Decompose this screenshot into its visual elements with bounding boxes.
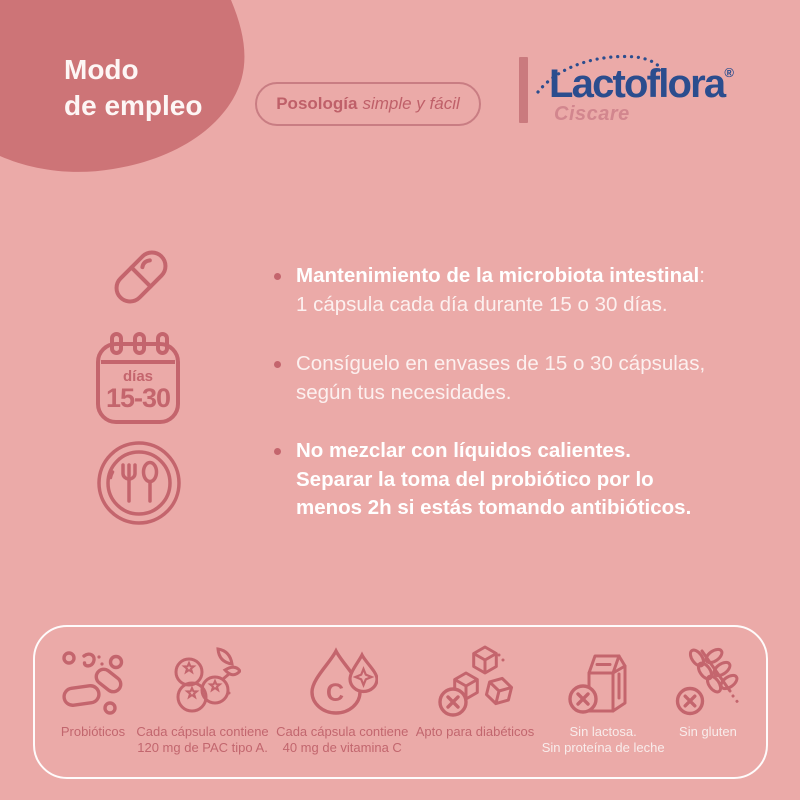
brand-name-text: Lactoflora — [549, 62, 725, 106]
bullet1-line2: 1 cápsula cada día durante 15 o 30 días. — [296, 292, 668, 316]
feature-gluten-free — [672, 643, 744, 740]
calendar-icon — [96, 331, 180, 425]
capsule-icon — [104, 240, 178, 314]
feature-pac — [136, 643, 268, 756]
badge-italic-text: simple y fácil — [362, 94, 460, 113]
calendar-range-label: 15-30 — [105, 383, 171, 413]
brand-name — [549, 62, 734, 107]
bullet3-line1: No mezclar con líquidos calientes. — [296, 439, 631, 462]
bullet1-line1 — [296, 262, 705, 291]
bullet-dot — [274, 361, 281, 368]
feature-label: Sin lactosa. Sin proteína de leche — [541, 724, 665, 755]
blueberries-icon — [165, 643, 241, 717]
feature-label: Cada cápsula contiene 120 mg de PAC tipo A. — [136, 724, 269, 755]
brand-logo — [519, 56, 779, 136]
feature-label: Probióticos — [60, 724, 126, 739]
no-sugar-icon — [433, 643, 517, 717]
vitamin-c-letter: C — [326, 679, 345, 707]
bullet1-bold-text: Mantenimiento de la microbiota intestinal — [296, 264, 700, 287]
feature-label: Cada cápsula contiene 40 mg de vitamina C — [276, 724, 409, 755]
bullet-dot — [274, 448, 281, 455]
usage-bullet-3 — [272, 437, 691, 523]
no-lactose-icon — [565, 643, 641, 717]
bacteria-icon — [57, 643, 129, 717]
bullet2-line2: según tus necesidades. — [296, 380, 512, 404]
calendar-days-label: días — [122, 368, 154, 385]
feature-lactose-free — [542, 643, 665, 756]
usage-bullet-1 — [272, 262, 705, 319]
posology-badge — [255, 82, 481, 126]
usage-bullet-2 — [272, 350, 705, 407]
feature-vitamin-c — [276, 643, 408, 756]
feature-label: Sin gluten — [679, 724, 737, 739]
badge-bold-text: Posología — [276, 94, 358, 113]
meal-plate-icon — [96, 440, 182, 526]
no-gluten-icon — [672, 643, 744, 717]
bullet3-line3: menos 2h si estás tomando antibióticos. — [296, 496, 692, 519]
features-card — [33, 625, 768, 779]
page-title-line1: Modo — [64, 54, 139, 85]
registered-mark: ® — [724, 65, 734, 80]
brand-vertical-bar — [519, 57, 528, 123]
feature-probiotics — [57, 643, 129, 740]
vitamin-drop-icon — [306, 643, 378, 717]
page-title — [64, 52, 202, 124]
feature-diabetics — [416, 643, 535, 740]
bullet-dot — [274, 273, 281, 280]
bullet3-line2: Separar la toma del probiótico por lo — [296, 467, 654, 491]
page-title-line2: de empleo — [64, 90, 203, 121]
brand-subbrand: Ciscare — [554, 103, 630, 125]
bullet2-line1: Consíguelo en envases de 15 o 30 cápsulas, — [296, 352, 706, 375]
feature-label: Apto para diabéticos — [415, 724, 535, 739]
bullet1-colon: : — [699, 264, 705, 287]
